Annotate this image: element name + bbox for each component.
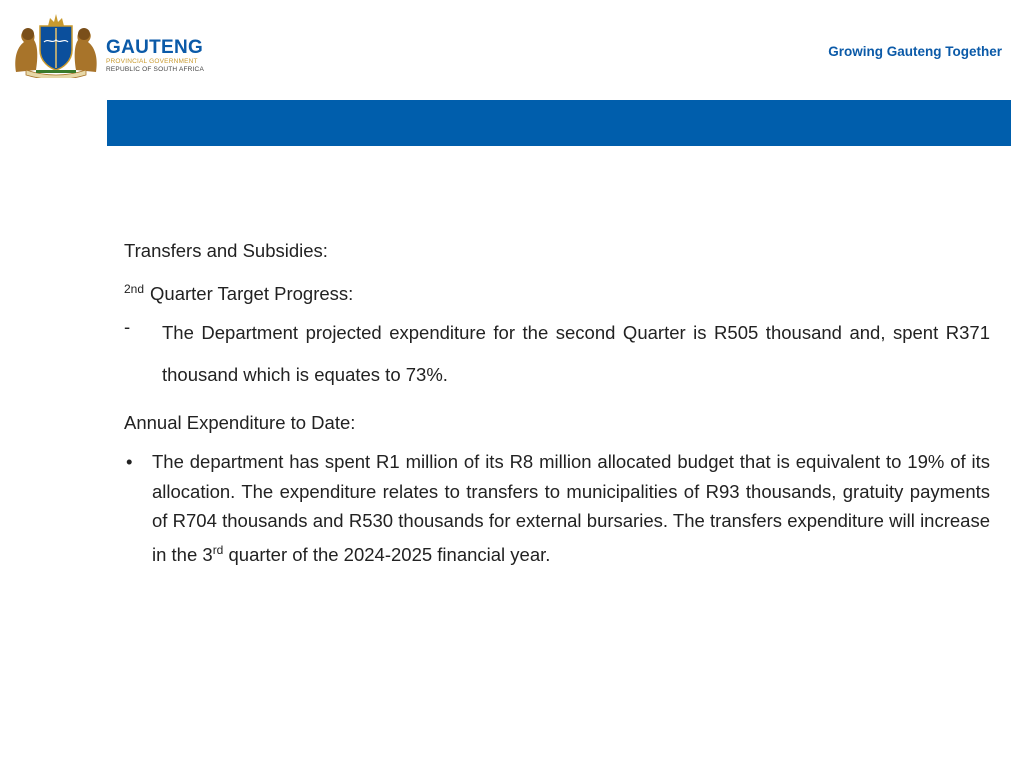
title-bar bbox=[107, 100, 1011, 146]
quarter-ordinal: 2nd bbox=[124, 282, 145, 296]
dash-marker: - bbox=[124, 316, 131, 337]
quarter-heading bbox=[124, 275, 990, 308]
org-subtitle: PROVINCIAL GOVERNMENT bbox=[106, 58, 198, 65]
section-heading: Transfers and Subsidies: bbox=[124, 240, 328, 261]
ordinal-suffix: rd bbox=[212, 542, 224, 557]
quarter-heading-text: Quarter Target Progress: bbox=[150, 283, 354, 304]
org-name: GAUTENG bbox=[106, 37, 204, 58]
bullet-marker: • bbox=[126, 451, 133, 472]
org-logo-text bbox=[106, 38, 204, 74]
quarter-progress-text: The Department projected expenditure for the second Quarter is R505 thousand and, spent R371 thousand which is equates to 73%. bbox=[162, 322, 990, 385]
org-country: REPUBLIC OF SOUTH AFRICA bbox=[106, 66, 204, 73]
annual-heading: Annual Expenditure to Date: bbox=[124, 412, 356, 433]
annual-expenditure-item bbox=[124, 447, 990, 569]
annual-text-part2: quarter of the 2024-2025 financial year. bbox=[223, 543, 551, 565]
slogan: Growing Gauteng Together bbox=[828, 44, 1002, 59]
gauteng-coat-of-arms-icon bbox=[10, 12, 102, 78]
slide-body bbox=[124, 236, 990, 569]
quarter-progress-item bbox=[124, 312, 990, 396]
slide-header bbox=[0, 0, 1024, 100]
annual-text-part1: The department has spent R1 million of its R8 million allocated budget that is equivalent to 19% of its allocation. The expenditure relates to transfers to municipalities of R93 thousands, gratuity payments of R704 thousands and R530 thousands for external bursaries. The transfers expenditure will increase in the 3 bbox=[152, 451, 990, 565]
